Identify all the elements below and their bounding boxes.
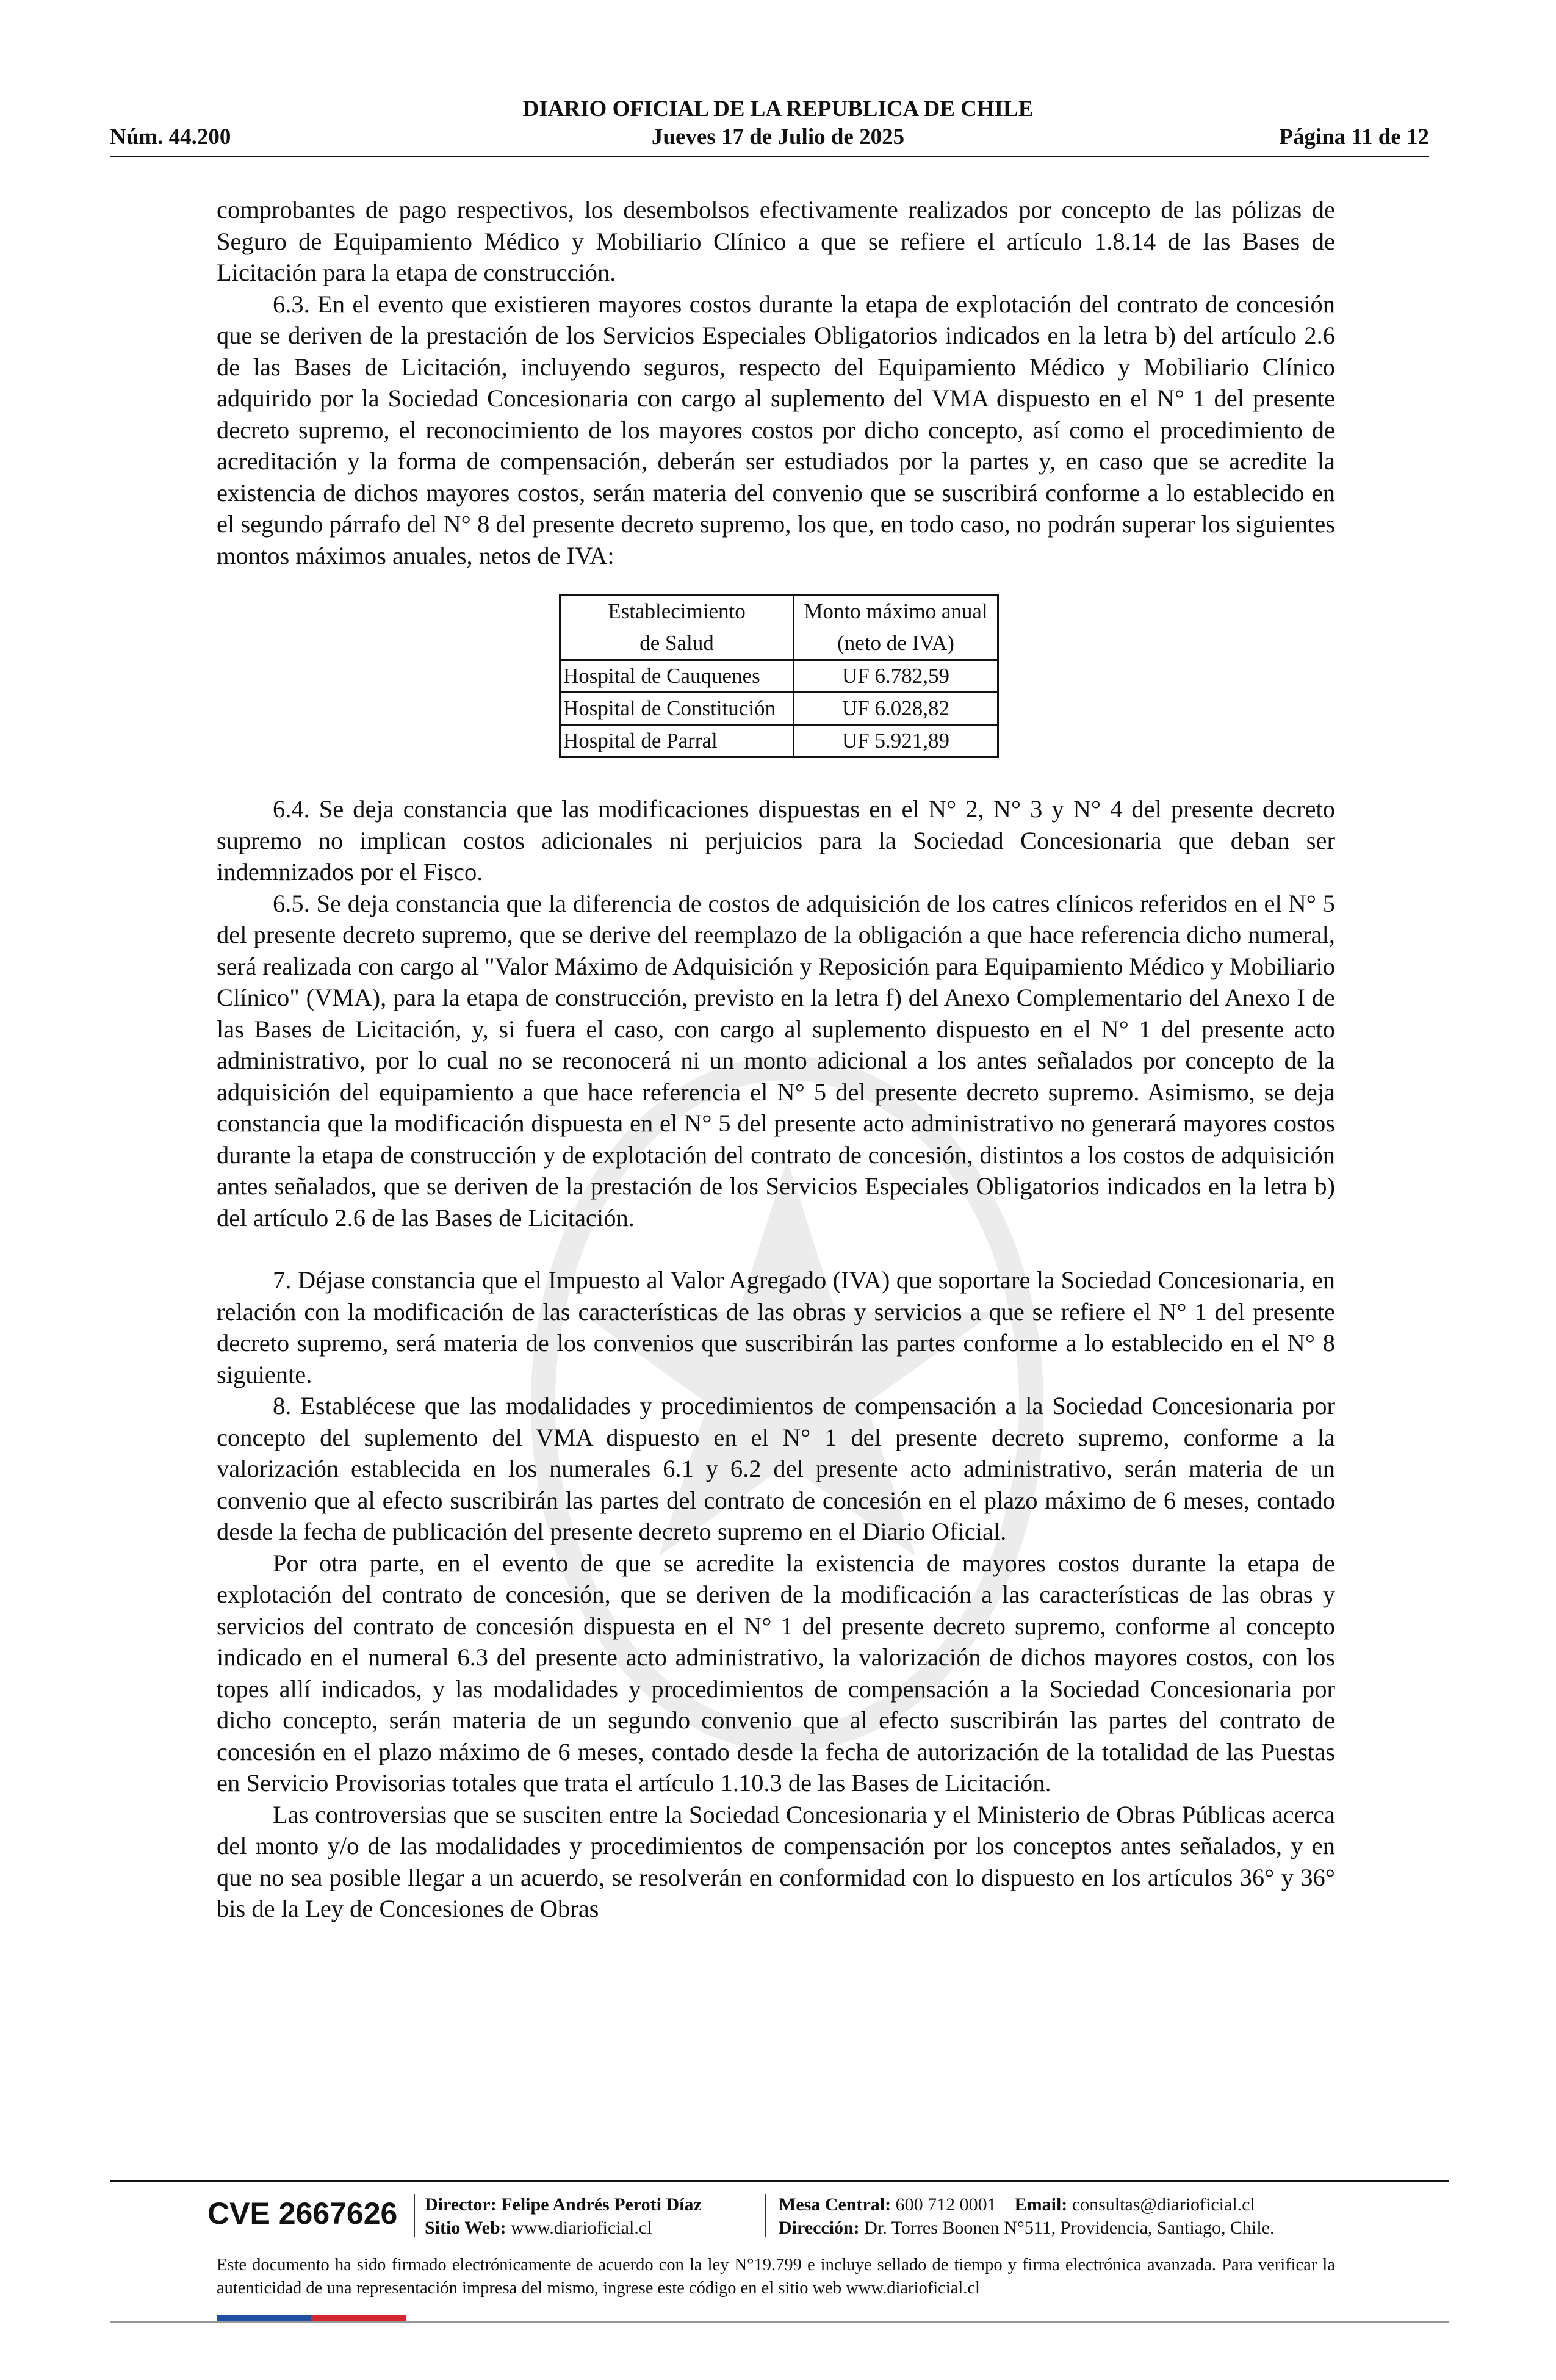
paragraph-6-4: 6.4. Se deja constancia que las modificaciones dispuestas en el N° 2, N° 3 y N° 4 del presente decreto supremo no implican costos adicionales ni perjuicios para la Sociedad Concesionaria que deban ser indemnizados por el Fisco. bbox=[217, 795, 1335, 885]
cve-code: CVE 2667626 bbox=[207, 2196, 398, 2230]
hospital-name: Hospital de Parral bbox=[560, 725, 794, 757]
hospital-amount: UF 6.028,82 bbox=[794, 693, 998, 725]
page-indicator: Página 11 de 12 bbox=[1279, 124, 1429, 150]
table-header-amount: Monto máximo anual (neto de IVA) bbox=[794, 595, 998, 660]
hospital-name: Hospital de Constitución bbox=[560, 693, 794, 725]
paragraph-6-5: 6.5. Se deja constancia que la diferencia de costos de adquisición de los catres clínicos referidos en el N° 5 del presente decreto supremo, que se derive del reemplazo de la obligación a que hace referencia dicho numeral, será realizada con cargo al "Valor Máximo de Adquisición y Reposición para Equipamiento Médico y Mobiliario Clínico" (VMA), para la etapa de construcción, previsto en la letra f) del Anexo Complementario del Anexo I de las Bases de Licitación, y, si fuera el caso, con cargo al suplemento dispuesto en el N° 1 del presente acto administrativo, por lo cual no se reconocerá ni un monto adicional a los antes señalados por concepto de la adquisición del equipamiento a que hace referencia el N° 5 del presente decreto supremo. Asimismo, se deja constancia que la modificación dispuesta en el N° 5 del presente acto administrativo no generará mayores costos durante la etapa de construcción y de explotación del contrato de concesión, distintos a los costos de adquisición antes señalados, que se deriven de la prestación de los Servicios Especiales Obligatorios indicados en la letra b) del artículo 2.6 de las Bases de Licitación. bbox=[217, 889, 1335, 1231]
footer-separator bbox=[765, 2194, 766, 2237]
max-amounts-table bbox=[559, 594, 999, 758]
footer-bottom-rule bbox=[110, 2321, 1449, 2323]
table-header-establishment: Establecimiento de Salud bbox=[560, 595, 794, 660]
phone-number: 600 712 0001 bbox=[895, 2194, 996, 2215]
amounts-table-wrapper bbox=[217, 571, 1335, 793]
paragraph-8: 8. Establécese que las modalidades y procedimientos de compensación a la Sociedad Concesionaria por concepto del suplemento del VMA dispuesto en el N° 1 del presente decreto supremo, conforme a la valorización establecida en los numerales 6.1 y 6.2 del presente acto administrativo, serán materia de un convenio que al efecto suscribirán las partes del contrato de concesión en el plazo máximo de 6 meses, contado desde la fecha de publicación del presente decreto supremo en el Diario Oficial. bbox=[217, 1392, 1335, 1545]
table-row bbox=[560, 660, 998, 693]
issue-number: Núm. 44.200 bbox=[110, 124, 231, 150]
paragraph-6-3: 6.3. En el evento que existieren mayores costos durante la etapa de explotación del contrato de concesión que se deriven de la prestación de los Servicios Especiales Obligatorios indicados en la letra b) del artículo 2.6 de las Bases de Licitación, incluyendo seguros, respecto del Equipamiento Médico y Mobiliario Clínico adquirido por la Sociedad Concesionaria con cargo al suplemento del VMA dispuesto en el N° 1 del presente decreto supremo, el reconocimiento de los mayores costos por dicho concepto, así como el procedimiento de acreditación y la forma de compensación, deberán ser estudiados por la partes y, en caso que se acredite la existencia de dichos mayores costos, serán materia del convenio que se suscribirá conforme a lo establecido en el segundo párrafo del N° 8 del presente decreto supremo, los que, en todo caso, no podrán superar los siguientes montos máximos anuales, netos de IVA: bbox=[217, 290, 1335, 569]
hospital-amount: UF 5.921,89 bbox=[794, 725, 998, 757]
footer-director-block: Director: Felipe Andrés Peroti Díaz Sitio Web: www.diarioficial.cl bbox=[425, 2194, 702, 2238]
website-link[interactable]: www.diarioficial.cl bbox=[511, 2218, 652, 2238]
footer-separator bbox=[414, 2194, 415, 2237]
hospital-name: Hospital de Cauquenes bbox=[560, 660, 794, 693]
issue-date: Jueves 17 de Julio de 2025 bbox=[651, 124, 905, 150]
table-row bbox=[560, 725, 998, 757]
article-body bbox=[217, 194, 1335, 1925]
footer-contact-block: Mesa Central: 600 712 0001 Email: consultas@diarioficial.cl Dirección: Dr. Torres Boonen N°511, Providencia, Santiago, Chile. bbox=[779, 2194, 1275, 2238]
hospital-amount: UF 6.782,59 bbox=[794, 660, 998, 693]
footer-divider bbox=[110, 2180, 1449, 2182]
email-link[interactable]: consultas@diarioficial.cl bbox=[1072, 2194, 1255, 2215]
table-header-row bbox=[560, 595, 998, 660]
newspaper-title: DIARIO OFICIAL DE LA REPUBLICA DE CHILE bbox=[522, 96, 1034, 121]
table-row bbox=[560, 693, 998, 725]
signature-note: Este documento ha sido firmado electrónicamente de acuerdo con la ley N°19.799 e incluye sellado de tiempo y firma electrónica avanzada. Para verificar la autenticidad de una representación impresa del mismo, ingrese este código en el sitio web www.diarioficial.cl bbox=[217, 2256, 1335, 2298]
header-divider bbox=[110, 156, 1429, 157]
paragraph-7: 7. Déjase constancia que el Impuesto al Valor Agregado (IVA) que soportare la Sociedad Concesionaria, en relación con la modificación de las características de las obras y servicios a que se refiere el N° 1 del presente decreto supremo, será materia de los convenios que suscribirán las partes conforme a lo establecido en el N° 8 siguiente. bbox=[217, 1266, 1335, 1388]
paragraph-8-third: Las controversias que se susciten entre la Sociedad Concesionaria y el Ministerio de Obras Públicas acerca del monto y/o de las modalidades y procedimientos de compensación por los conceptos antes señalados, y en que no sea posible llegar a un acuerdo, se resolverán en conformidad con lo dispuesto en los artículos 36° y 36° bis de la Ley de Concesiones de Obras bbox=[217, 1800, 1335, 1922]
paragraph-continuation: comprobantes de pago respectivos, los desembolsos efectivamente realizados por concepto de las pólizas de Seguro de Equipamiento Médico y Mobiliario Clínico a que se refiere el artículo 1.8.14 de las Bases de Licitación para la etapa de construcción. bbox=[217, 196, 1335, 286]
director-name: Felipe Andrés Peroti Díaz bbox=[501, 2194, 702, 2215]
address: Dr. Torres Boonen N°511, Providencia, Santiago, Chile. bbox=[864, 2218, 1275, 2238]
paragraph-8-second: Por otra parte, en el evento de que se acredite la existencia de mayores costos durante la etapa de explotación del contrato de concesión, que se deriven de la modificación a las características de las obras y servicios del contrato de concesión dispuesta en el N° 1 del presente decreto supremo, conforme al concepto indicado en el numeral 6.3 del presente acto administrativo, la valorización de dichos mayores costos, con los topes allí indicados, y las modalidades y procedimientos de compensación a la Sociedad Concesionaria por dicho concepto, serán materia de un segundo convenio que al efecto suscribirán las partes del contrato de concesión en el plazo máximo de 6 meses, contado desde la fecha de autorización de la totalidad de las Puestas en Servicio Provisorias totales que trata el artículo 1.10.3 de las Bases de Licitación. bbox=[217, 1549, 1335, 1797]
paragraph-gap bbox=[217, 1233, 1335, 1264]
